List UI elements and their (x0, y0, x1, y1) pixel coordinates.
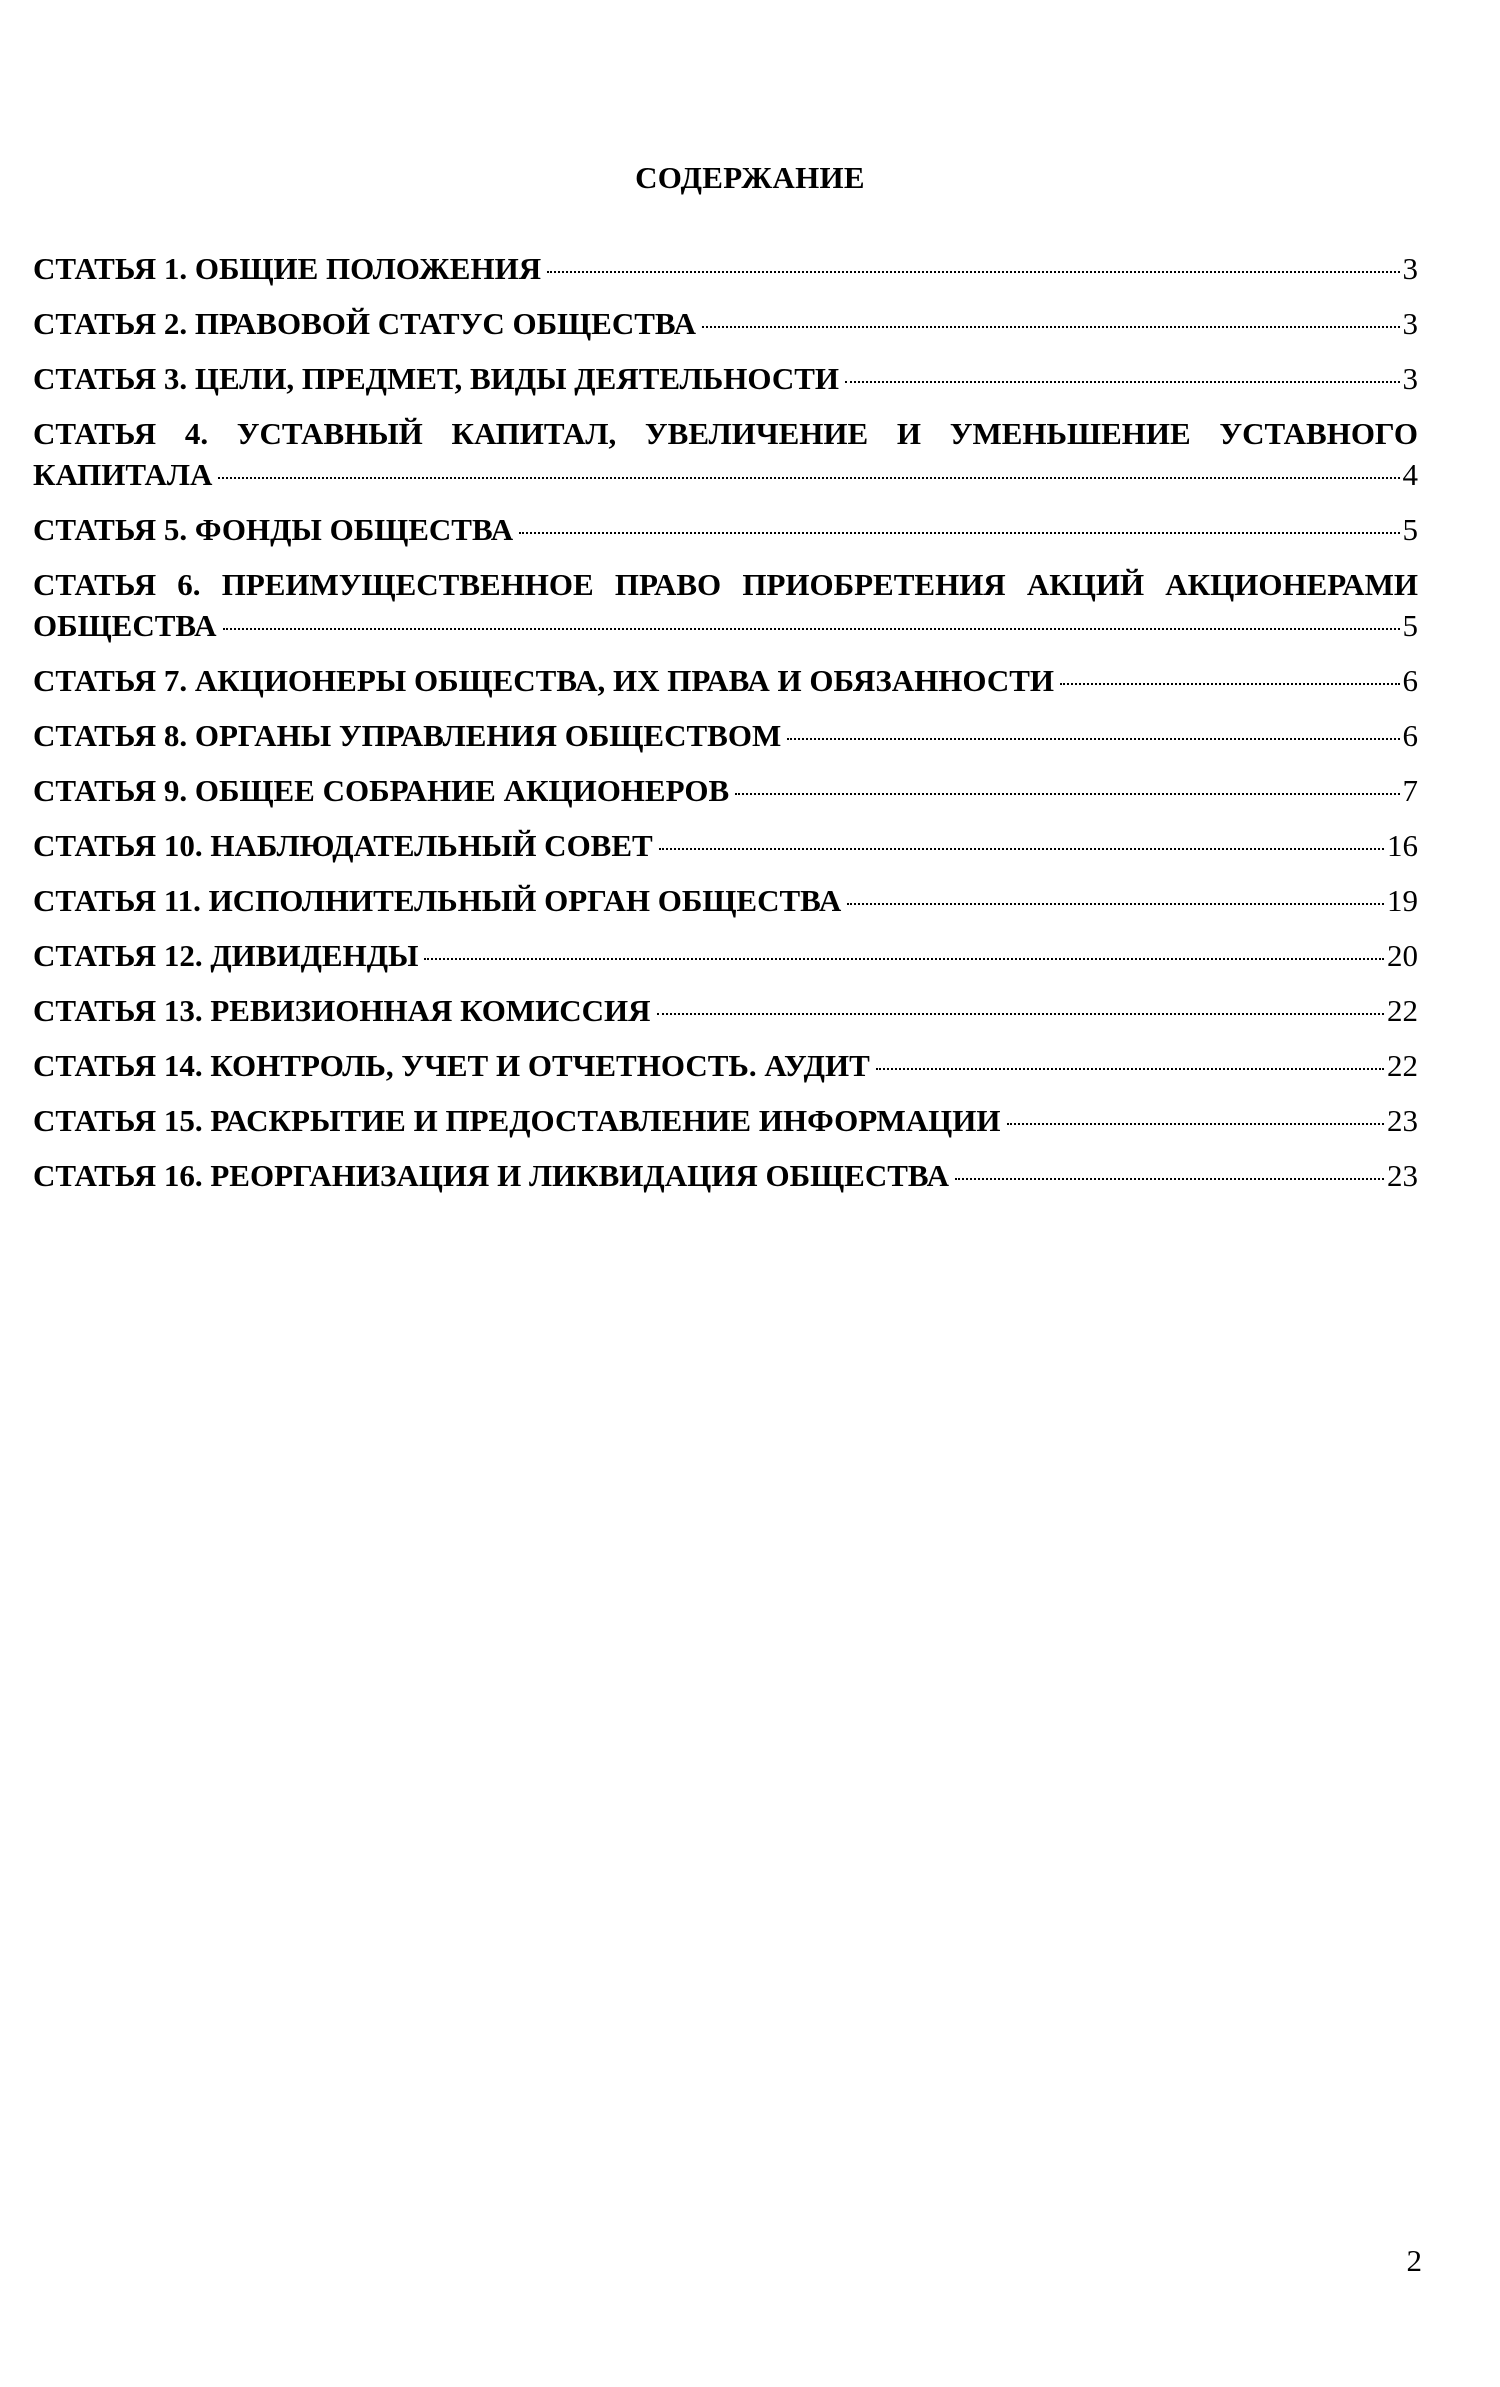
dot-leader (519, 532, 1399, 534)
toc-entry-article-3[interactable] (33, 358, 1418, 399)
toc-entry-article-15[interactable] (33, 1100, 1418, 1141)
toc-entry-page: 4 (1402, 457, 1418, 492)
toc-entry-page: 5 (1402, 608, 1418, 643)
toc-entry-title: СТАТЬЯ 15. РАСКРЫТИЕ И ПРЕДОСТАВЛЕНИЕ ИНФОРМАЦИИ (33, 1103, 1001, 1138)
dot-leader (223, 628, 1400, 630)
toc-entry-title: СТАТЬЯ 9. ОБЩЕЕ СОБРАНИЕ АКЦИОНЕРОВ (33, 773, 730, 808)
toc-entry-title: СТАТЬЯ 12. ДИВИДЕНДЫ (33, 938, 419, 973)
toc-entry-article-4[interactable] (33, 413, 1418, 495)
toc-entry-page: 16 (1387, 828, 1418, 863)
toc-entry-title: СТАТЬЯ 13. РЕВИЗИОННАЯ КОМИССИЯ (33, 993, 651, 1028)
toc-entry-title-line1: СТАТЬЯ 4. УСТАВНЫЙ КАПИТАЛ, УВЕЛИЧЕНИЕ И УМЕНЬШЕНИЕ УСТАВНОГО (33, 416, 1418, 451)
dot-leader (424, 958, 1384, 960)
toc-entry-article-5[interactable] (33, 509, 1418, 550)
toc-entry-title: СТАТЬЯ 5. ФОНДЫ ОБЩЕСТВА (33, 512, 514, 547)
toc-entry-page: 3 (1402, 361, 1418, 396)
toc-entry-article-9[interactable] (33, 770, 1418, 811)
dot-leader (657, 1013, 1384, 1015)
toc-entry-title-line1: СТАТЬЯ 6. ПРЕИМУЩЕСТВЕННОЕ ПРАВО ПРИОБРЕТЕНИЯ АКЦИЙ АКЦИОНЕРАМИ (33, 567, 1418, 602)
toc-entry-page: 22 (1387, 993, 1418, 1028)
dot-leader (847, 903, 1384, 905)
toc-entry-title: СТАТЬЯ 11. ИСПОЛНИТЕЛЬНЫЙ ОРГАН ОБЩЕСТВА (33, 883, 842, 918)
dot-leader (547, 271, 1399, 273)
toc-entry-article-7[interactable] (33, 660, 1418, 701)
toc-entry-page: 23 (1387, 1103, 1418, 1138)
toc-entry-page: 20 (1387, 938, 1418, 973)
dot-leader (1060, 683, 1399, 685)
toc-entry-page: 23 (1387, 1158, 1418, 1193)
toc-entry-line2 (33, 454, 1418, 495)
toc-entry-line2 (33, 605, 1418, 646)
toc-entry-title: СТАТЬЯ 10. НАБЛЮДАТЕЛЬНЫЙ СОВЕТ (33, 828, 653, 863)
toc-entry-article-2[interactable] (33, 303, 1418, 344)
dot-leader (876, 1068, 1384, 1070)
dot-leader (955, 1178, 1384, 1180)
toc-entry-page: 7 (1402, 773, 1418, 808)
toc-entry-title: СТАТЬЯ 2. ПРАВОВОЙ СТАТУС ОБЩЕСТВА (33, 306, 697, 341)
toc-entry-title-line2: КАПИТАЛА (33, 457, 213, 492)
toc-entry-article-6[interactable] (33, 564, 1418, 646)
toc-entry-page: 5 (1402, 512, 1418, 547)
toc-entry-title-line2: ОБЩЕСТВА (33, 608, 217, 643)
dot-leader (787, 738, 1399, 740)
toc-entry-page: 6 (1402, 663, 1418, 698)
page-number: 2 (1406, 2243, 1422, 2278)
toc-entry-title: СТАТЬЯ 7. АКЦИОНЕРЫ ОБЩЕСТВА, ИХ ПРАВА И ОБЯЗАННОСТИ (33, 663, 1055, 698)
toc-entry-title: СТАТЬЯ 14. КОНТРОЛЬ, УЧЕТ И ОТЧЕТНОСТЬ. АУДИТ (33, 1048, 870, 1083)
dot-leader (218, 477, 1399, 479)
toc-entry-article-1[interactable] (33, 248, 1418, 289)
toc-entry-title: СТАТЬЯ 8. ОРГАНЫ УПРАВЛЕНИЯ ОБЩЕСТВОМ (33, 718, 782, 753)
toc-entry-page: 19 (1387, 883, 1418, 918)
toc-entry-article-13[interactable] (33, 990, 1418, 1031)
dot-leader (735, 793, 1399, 795)
toc-entry-article-16[interactable] (33, 1155, 1418, 1196)
toc-entry-title: СТАТЬЯ 1. ОБЩИЕ ПОЛОЖЕНИЯ (33, 251, 542, 286)
dot-leader (845, 381, 1399, 383)
toc-entry-article-11[interactable] (33, 880, 1418, 921)
toc-entry-page: 3 (1402, 306, 1418, 341)
toc-entry-article-14[interactable] (33, 1045, 1418, 1086)
toc-title: СОДЕРЖАНИЕ (635, 160, 865, 195)
toc-entry-page: 22 (1387, 1048, 1418, 1083)
dot-leader (659, 848, 1384, 850)
dot-leader (702, 326, 1399, 328)
toc-entry-page: 6 (1402, 718, 1418, 753)
toc-entry-title: СТАТЬЯ 3. ЦЕЛИ, ПРЕДМЕТ, ВИДЫ ДЕЯТЕЛЬНОСТИ (33, 361, 840, 396)
toc-entry-article-8[interactable] (33, 715, 1418, 756)
toc-entry-page: 3 (1402, 251, 1418, 286)
toc-entry-title: СТАТЬЯ 16. РЕОРГАНИЗАЦИЯ И ЛИКВИДАЦИЯ ОБЩЕСТВА (33, 1158, 949, 1193)
dot-leader (1007, 1123, 1384, 1125)
table-of-contents (33, 248, 1418, 1210)
toc-entry-article-12[interactable] (33, 935, 1418, 976)
toc-entry-article-10[interactable] (33, 825, 1418, 866)
